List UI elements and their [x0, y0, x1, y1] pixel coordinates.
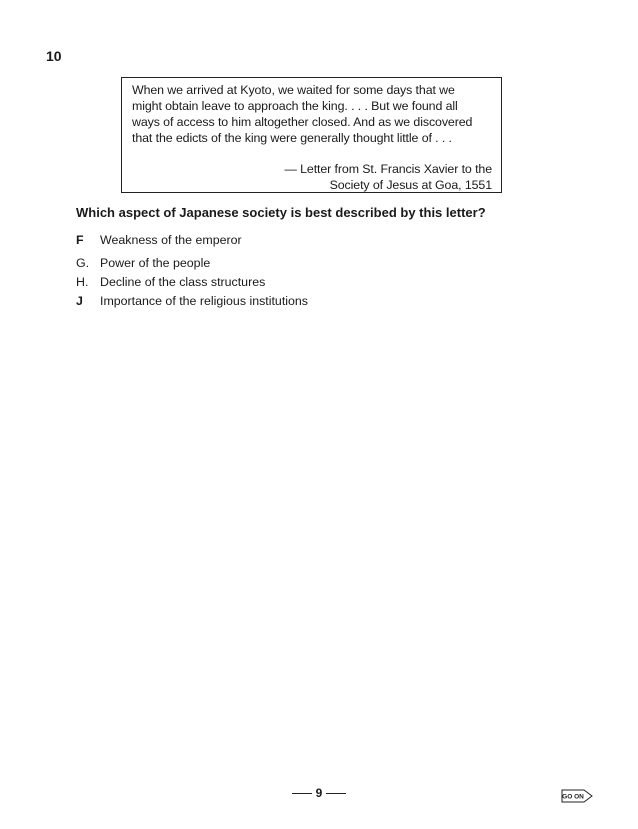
quote-attribution [284, 161, 492, 193]
option-text: Decline of the class structures [100, 275, 266, 289]
option-letter: J [76, 294, 83, 308]
option-letter: G. [76, 256, 90, 270]
option-text: Weakness of the emperor [100, 233, 242, 247]
go-on-label: GO ON [562, 793, 584, 801]
attribution-line: Society of Jesus at Goa, 1551 [329, 178, 492, 192]
option-letter: H. [76, 275, 89, 289]
page-footer [0, 786, 638, 800]
quote-line: When we arrived at Kyoto, we waited for some days that we [132, 83, 455, 97]
attribution-line: — Letter from St. Francis Xavier to the [284, 162, 492, 176]
option-text: Importance of the religious institutions [100, 294, 308, 308]
answer-option-f[interactable] [76, 233, 242, 247]
answer-option-h[interactable] [76, 275, 265, 289]
option-letter: F [76, 233, 84, 247]
quote-box [121, 77, 502, 193]
quote-line: might obtain leave to approach the king. . . . But we found all [132, 99, 458, 113]
option-text: Power of the people [100, 256, 211, 270]
question-text: Which aspect of Japanese society is best described by this letter? [76, 205, 486, 220]
answer-option-j[interactable] [76, 294, 308, 308]
question-number: 10 [46, 48, 62, 64]
footer-dash-left [292, 793, 312, 794]
answer-option-g[interactable] [76, 256, 210, 270]
go-on-arrow-icon[interactable] [561, 787, 593, 805]
quote-line: that the edicts of the king were generally thought little of . . . [132, 131, 452, 145]
footer-dash-right [326, 793, 346, 794]
quote-line: ways of access to him altogether closed. And as we discovered [132, 115, 473, 129]
page-number: 9 [315, 786, 323, 800]
